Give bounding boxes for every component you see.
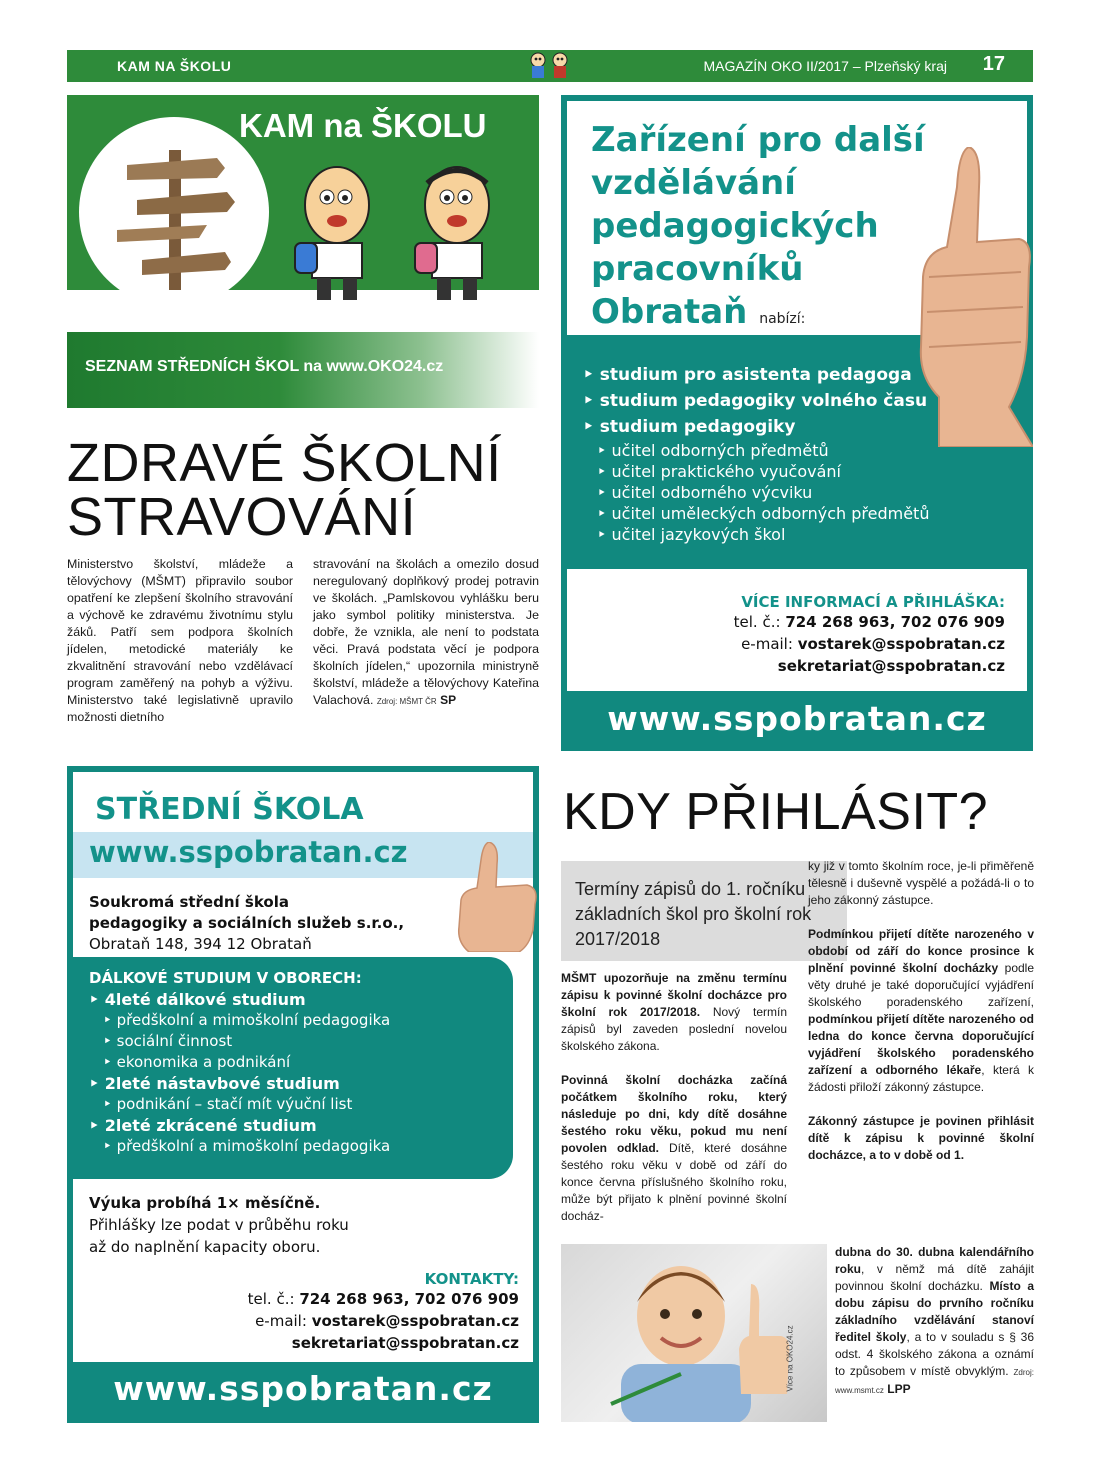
contacts-title: KONTAKTY: <box>424 1270 519 1288</box>
study-item: ‣ studium pedagogiky <box>583 417 796 437</box>
ad-heading <box>591 119 925 341</box>
ad-heading-suffix: nabízí: <box>759 311 806 327</box>
study-item: ‣ studium pro asistenta pedagoga <box>583 365 912 385</box>
article-column-2 <box>313 556 539 710</box>
ad-heading-line: Zařízení pro další <box>591 120 925 160</box>
subhead-box <box>561 861 847 961</box>
page-header-bar <box>67 50 1033 82</box>
pedagogical-training-ad <box>561 95 1033 751</box>
url-link[interactable]: www.sspobratan.cz <box>89 835 408 869</box>
ad-heading-line: pracovníků <box>591 249 804 289</box>
program-subitem: ‣ ekonomika a podnikání <box>103 1053 291 1071</box>
email-line: e-mail: vostarek@sspobratan.cz <box>741 635 1005 653</box>
program-subitem: ‣ předškolní a mimoškolní pedagogika <box>103 1137 391 1155</box>
ad-heading-line: vzdělávání <box>591 163 796 203</box>
contact-title: VÍCE INFORMACÍ A PŘIHLÁŠKA: <box>741 593 1005 611</box>
program-subitem: ‣ podnikání – stačí mít výuční list <box>103 1095 353 1113</box>
school-list-link-text[interactable]: SEZNAM STŘEDNÍCH ŠKOL na www.OKO24.cz <box>85 358 444 375</box>
email-link[interactable]: vostarek@sspobratan.cz <box>797 635 1005 653</box>
study-subitem: ‣ učitel jazykových škol <box>597 525 786 544</box>
source-note: Zdroj: MŠMT ČR <box>376 697 437 706</box>
study-program-list <box>583 362 929 545</box>
email-line-2 <box>248 1332 519 1354</box>
cartoon-boy-icon <box>287 163 387 303</box>
page-number: 17 <box>982 53 1005 75</box>
school-name-line: pedagogiky a sociálních služeb s.r.o., <box>89 914 405 932</box>
cartoon-girl-icon <box>407 163 507 303</box>
teaching-line: až do naplnění kapacity oboru. <box>89 1238 321 1256</box>
banner-title: KAM na ŠKOLU <box>239 107 487 144</box>
column-2-text: stravování na školách a omezilo dosud neregulovaný doplňkový prodej potravin ve školách. „Pamlskovou vyhlášku beru jako symbol politiky ministerstva. Je dobře, že vznikla, ale není to podstata věci. Pravá podstata věcí je podpora školních jídelen,“ upozornila ministryně školství, mládeže a tělovýchovy Kateřina Valachová. <box>313 557 539 707</box>
website-link[interactable]: www.sspobratan.cz <box>607 699 987 738</box>
program-item: ‣ 2leté zkrácené studium <box>89 1116 317 1135</box>
article-2-column-2-continued <box>835 1244 1034 1416</box>
thumbs-up-icon <box>449 842 539 952</box>
school-title: STŘEDNÍ ŠKOLA <box>95 792 364 827</box>
website-link[interactable]: www.sspobratan.cz <box>113 1369 493 1408</box>
magazine-issue: MAGAZÍN OKO II/2017 – Plzeňský kraj <box>703 58 947 74</box>
author-initials: LPP <box>887 1382 911 1396</box>
paragraph: dubna do 30. dubna kalendářního roku, v němž má dítě zahájit povinnou školní docházku. Místo a dobu zápisu do prvního ročníku základního vzdělávání stanoví ředitel školy, a to v souladu s § 36 odst. 4 školského zákona a oznámí to způsobem v místě obvyklým. Zdroj: www.msmt.cz LPP <box>835 1245 1034 1396</box>
paragraph: Podmínkou přijetí dítěte narozeného v období od září do konce prosince k plnění povinné školní docházky podle věty druhé je také doporučující vyjádření školského poradenského zařízení, podmínkou přijetí dítěte narozeného od ledna do konce června doporučující vyjádření školského poradenského zařízení a odborného lékaře, která k žádosti přiloží zákonný zástupce. <box>808 927 1035 1094</box>
teaching-frequency: Výuka probíhá 1× měsíčně. <box>89 1194 321 1212</box>
phone-numbers[interactable]: 724 268 963, 702 076 909 <box>785 613 1005 631</box>
address-line: Obrataň 148, 394 12 Obrataň <box>89 935 312 953</box>
teaching-line: Přihlášky lze podat v průběhu roku <box>89 1216 349 1234</box>
study-item: ‣ studium pedagogiky volného času <box>583 391 928 411</box>
mascots-logo-icon <box>522 51 578 81</box>
program-subitem: ‣ předškolní a mimoškolní pedagogika <box>103 1011 391 1029</box>
email-line: e-mail: vostarek@sspobratan.cz <box>255 1312 519 1330</box>
study-heading: DÁLKOVÉ STUDIUM V OBORECH: <box>89 969 362 987</box>
program-item: ‣ 4leté dálkové studium <box>89 990 306 1009</box>
boy-thumbs-up-photo <box>561 1244 827 1422</box>
paragraph: Povinná školní docházka začíná počátkem školního roku, který následuje po dni, kdy dítě dosáhne šestého roku věku, pokud mu není povolen odklad. Dítě, které dosáhne šestého roku věku v době od září do konce června příslušného školního roku, může být přijato k plnění povinné školní docház- <box>561 1073 787 1223</box>
program-item: ‣ 2leté nástavbové studium <box>89 1074 340 1093</box>
study-subitem: ‣ učitel odborného výcviku <box>597 483 813 502</box>
ad-heading-line <box>591 291 925 341</box>
photo-caption: Více na OKO24.cz <box>785 1325 795 1392</box>
article-2-column-1 <box>561 970 787 1242</box>
secondary-school-ad <box>67 766 539 1423</box>
source-note: Zdroj: www.msmt.cz <box>835 1368 1034 1395</box>
teaching-info <box>89 1192 349 1258</box>
study-subitem: ‣ učitel uměleckých odborných předmětů <box>597 504 930 523</box>
distance-study-list <box>89 968 390 1157</box>
school-list-link[interactable] <box>67 332 539 408</box>
paragraph: MŠMT upozorňuje na změnu termínu zápisu k povinné školní docházce pro školní rok 2017/2018. Nový termín zápisů byl zaveden poslední novelou školského zákona. <box>561 971 787 1053</box>
school-name-line: Soukromá střední škola <box>89 893 289 911</box>
contact-info <box>734 593 1005 677</box>
signpost-illustration <box>107 120 247 310</box>
subhead-text: Termíny zápisů do 1. ročníku základních škol pro školní rok 2017/2018 <box>575 879 812 949</box>
study-subitem: ‣ učitel praktického vyučování <box>597 462 841 481</box>
contacts <box>248 1270 519 1354</box>
phone-numbers[interactable]: 724 268 963, 702 076 909 <box>299 1290 519 1308</box>
school-address <box>89 892 404 955</box>
article-2-column-2 <box>808 858 1034 1181</box>
paragraph: ky již v tomto školním roce, je-li přiměřeně tělesně i duševně vyspělé a požádá-li o to jeho zákonný zástupce. <box>808 859 1034 907</box>
phone-line: tel. č.: 724 268 963, 702 076 909 <box>247 1290 519 1308</box>
email-link[interactable]: sekretariat@sspobratan.cz <box>777 657 1005 675</box>
email-link[interactable]: vostarek@sspobratan.cz <box>311 1312 519 1330</box>
paragraph: Zákonný zástupce je povinen přihlásit dítě k zápisu k povinné školní docházce, a to v době od 1. <box>808 1114 1034 1162</box>
headline-line-1: ZDRAVÉ ŠKOLNÍ <box>67 433 502 493</box>
contact-box <box>567 569 1027 691</box>
study-subitem: ‣ učitel odborných předmětů <box>597 441 829 460</box>
ad-heading-line: pedagogických <box>591 206 879 246</box>
article-headline <box>67 433 547 547</box>
article-headline-2: KDY PŘIHLÁSIT? <box>563 783 989 841</box>
phone-line: tel. č.: 724 268 963, 702 076 909 <box>733 613 1005 631</box>
ad-heading-place: Obrataň <box>591 292 748 332</box>
section-title: KAM NA ŠKOLU <box>117 58 232 74</box>
author-initials: SP <box>440 693 457 707</box>
email-link[interactable]: sekretariat@sspobratan.cz <box>291 1334 519 1352</box>
article-column-1: Ministerstvo školství, mládeže a tělovýchovy (MŠMT) připravilo soubor opatření ke zlepšení školního stravování a výchově ke zdravému životnímu stylu žáků. Patří sem podpora školních jídelen, metodické materiály ke zkvalitnění stravování nebo vzdělávací program zaměřený na pohyb a výživu. Ministerstvo také legislativně upravilo možnosti dietního <box>67 557 293 724</box>
boy-thumbs-up-icon <box>601 1254 801 1422</box>
kam-na-skolu-banner <box>67 95 539 333</box>
program-subitem: ‣ sociální činnost <box>103 1032 233 1050</box>
email-line-2 <box>734 655 1005 677</box>
headline-line-2: STRAVOVÁNÍ <box>67 487 417 547</box>
